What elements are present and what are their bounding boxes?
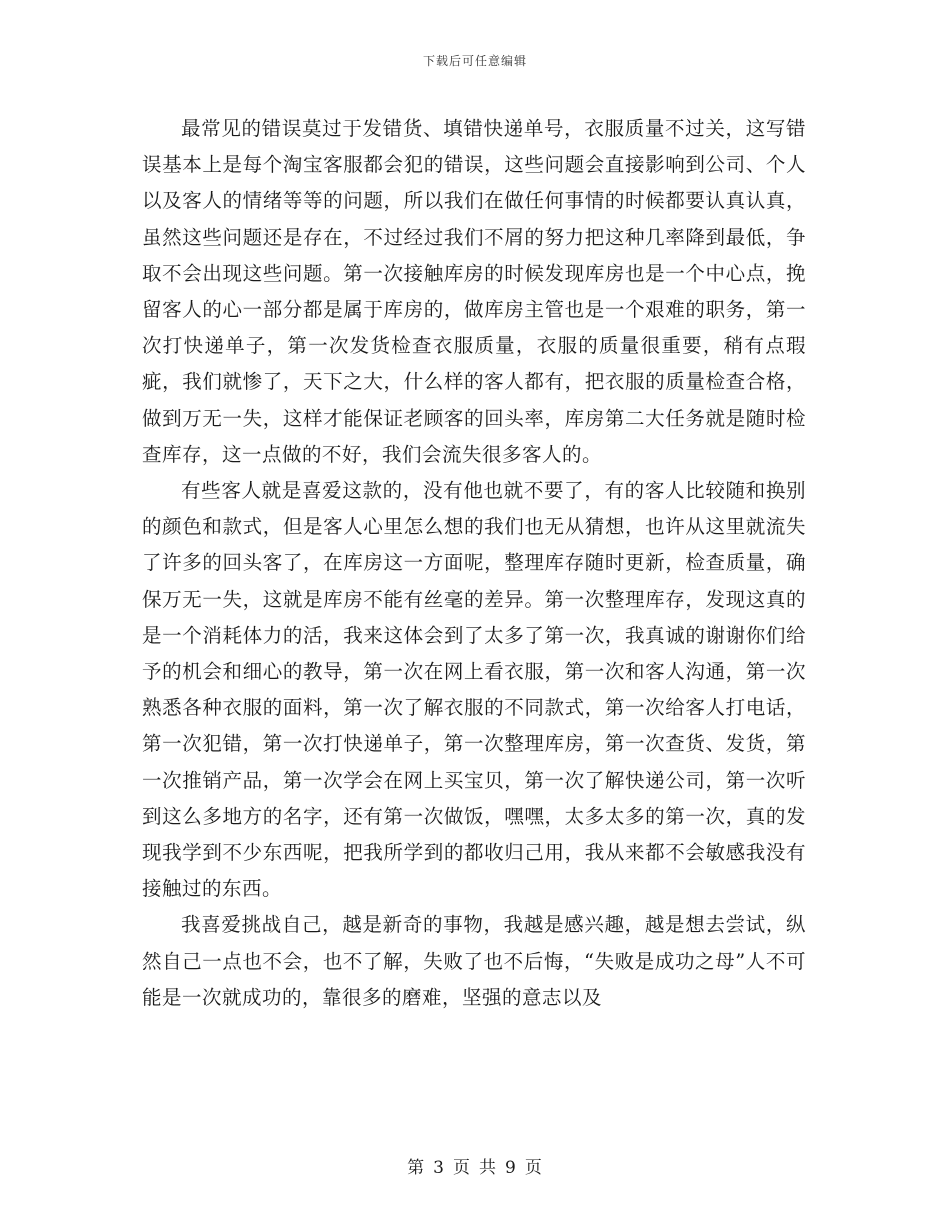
footer-page-word: 页 (453, 1158, 471, 1178)
footer-total-pages: 9 (505, 1158, 517, 1178)
paragraph-3: 我喜爱挑战自己，越是新奇的事物，我越是感兴趣，越是想去尝试，纵然自己一点也不会，也不了解，失败了也不后悔，“失败是成功之母”人不可能是一次就成功的，靠很多的磨难，坚强的意志以及 (142, 913, 806, 1009)
footer-prefix: 第 (407, 1158, 426, 1178)
footer-current-page: 3 (433, 1158, 445, 1178)
footer-suffix: 页 (524, 1158, 543, 1178)
page-header-note: 下载后可任意编辑 (422, 54, 527, 68)
paragraph-2: 有些客人就是喜爱这款的，没有他也就不要了，有的客人比较随和换别的颜色和款式，但是客人心里怎么想的我们也无从猜想，也许从这里就流失了许多的回头客了，在库房这一方面呢，整理库存随时更新，检查质量，确保万无一失，这就是库房不能有丝毫的差异。第一次整理库存，发现这真的是一个消耗体力的活，我来这体会到了太多了第一次，我真诚的谢谢你们给予的机会和细心的教导，第一次在网上看衣服，第一次和客人沟通，第一次熟悉各种衣服的面料，第一次了解衣服的不同款式，第一次给客人打电话，第一次犯错，第一次打快递单子，第一次整理库房，第一次查货、发货，第一次推销产品，第一次学会在网上买宝贝，第一次了解快递公司，第一次听到这么多地方的名字，还有第一次做饭，嘿嘿，太多太多的第一次，真的发现我学到不少东西呢，把我所学到的都收归己用，我从来都不会敏感我没有接触过的东西。 (142, 479, 806, 901)
document-body (142, 111, 806, 1016)
page-footer (0, 1153, 950, 1178)
paragraph-1: 最常见的错误莫过于发错货、填错快递单号，衣服质量不过关，这写错误基本上是每个淘宝客服都会犯的错误，这些问题会直接影响到公司、个人以及客人的情绪等等的问题，所以我们在做任何事情的时候都要认真认真，虽然这些问题还是存在，不过经过我们不屑的努力把这种几率降到最低，争取不会出现这些问题。第一次接触库房的时候发现库房也是一个中心点，挽留客人的心一部分都是属于库房的，做库房主管也是一个艰难的职务，第一次打快递单子，第一次发货检查衣服质量，衣服的质量很重要，稍有点瑕疵，我们就惨了，天下之大，什么样的客人都有，把衣服的质量检查合格，做到万无一失，这样才能保证老顾客的回头率，库房第二大任务就是随时检查库存，这一点做的不好，我们会流失很多客人的。 (142, 117, 806, 466)
footer-total-word: 共 (479, 1158, 497, 1178)
